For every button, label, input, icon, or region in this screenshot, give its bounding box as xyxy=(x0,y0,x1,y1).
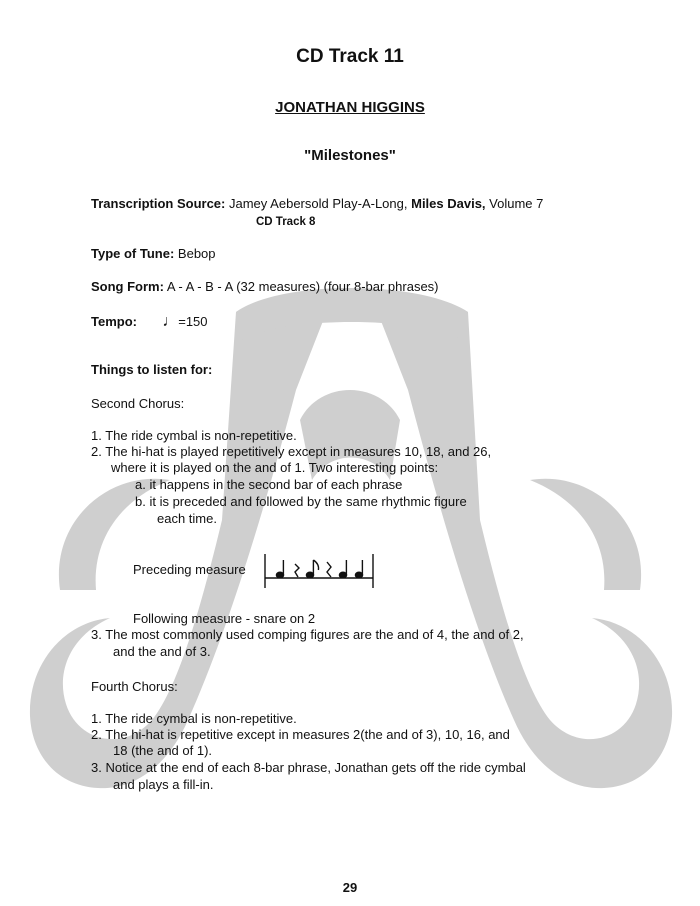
form-label: Song Form: xyxy=(91,279,164,294)
tempo xyxy=(91,313,208,331)
track-title: CD Track 11 xyxy=(296,46,404,67)
list-item-continuation: where it is played on the and of 1. Two interesting points: xyxy=(111,460,439,475)
list-item: 3. The most commonly used comping figures are the and of 4, the and of 2, xyxy=(91,627,524,642)
list-item-continuation: and plays a fill-in. xyxy=(113,777,214,792)
list-item: 2. The hi-hat is played repetitively except in measures 10, 18, and 26, xyxy=(91,444,492,459)
artist-name: JONATHAN HIGGINS xyxy=(275,99,425,116)
type-value: Bebop xyxy=(177,246,216,261)
list-item: 3. Notice at the end of each 8-bar phrase, Jonathan gets off the ride cymbal xyxy=(91,760,526,775)
sub-item-b: b. it is preceded and followed by the same rhythmic figure xyxy=(135,494,467,509)
list-item: 1. The ride cymbal is non-repetitive. xyxy=(91,711,297,726)
list-item: 2. The hi-hat is repetitive except in measures 2(the and of 3), 10, 16, and xyxy=(91,727,510,742)
second-chorus-heading: Second Chorus: xyxy=(91,396,185,411)
source-value-post: Volume 7 xyxy=(489,196,544,211)
fourth-chorus-heading: Fourth Chorus: xyxy=(91,679,178,694)
preceding-measure-label: Preceding measure xyxy=(133,562,246,577)
source-value-pre: Jamey Aebersold Play-A-Long, xyxy=(229,196,408,211)
list-item-continuation: 18 (the and of 1). xyxy=(113,743,213,758)
source-value-bold: Miles Davis, xyxy=(411,196,486,211)
page-number: 29 xyxy=(342,880,358,895)
song-title: "Milestones" xyxy=(304,147,396,164)
source-label: Transcription Source: xyxy=(91,196,226,211)
sub-item-a: a. it happens in the second bar of each phrase xyxy=(135,477,403,492)
song-form xyxy=(91,279,439,294)
tempo-label: Tempo: xyxy=(91,314,137,329)
rhythm-notation-icon xyxy=(261,548,379,592)
following-measure-label: Following measure - snare on 2 xyxy=(133,611,316,626)
list-item-continuation: and the and of 3. xyxy=(113,644,211,659)
type-of-tune xyxy=(91,246,216,261)
transcription-source xyxy=(91,196,543,211)
tempo-value: =150 xyxy=(178,314,208,329)
type-label: Type of Tune: xyxy=(91,246,175,261)
form-value: A - A - B - A (32 measures) (four 8-bar phrases) xyxy=(166,279,439,294)
listen-heading: Things to listen for: xyxy=(91,362,213,377)
quarter-note-icon: ♩ xyxy=(162,313,179,330)
sub-item-b-continuation: each time. xyxy=(157,511,217,526)
list-item: 1. The ride cymbal is non-repetitive. xyxy=(91,428,297,443)
source-track: CD Track 8 xyxy=(256,216,316,228)
